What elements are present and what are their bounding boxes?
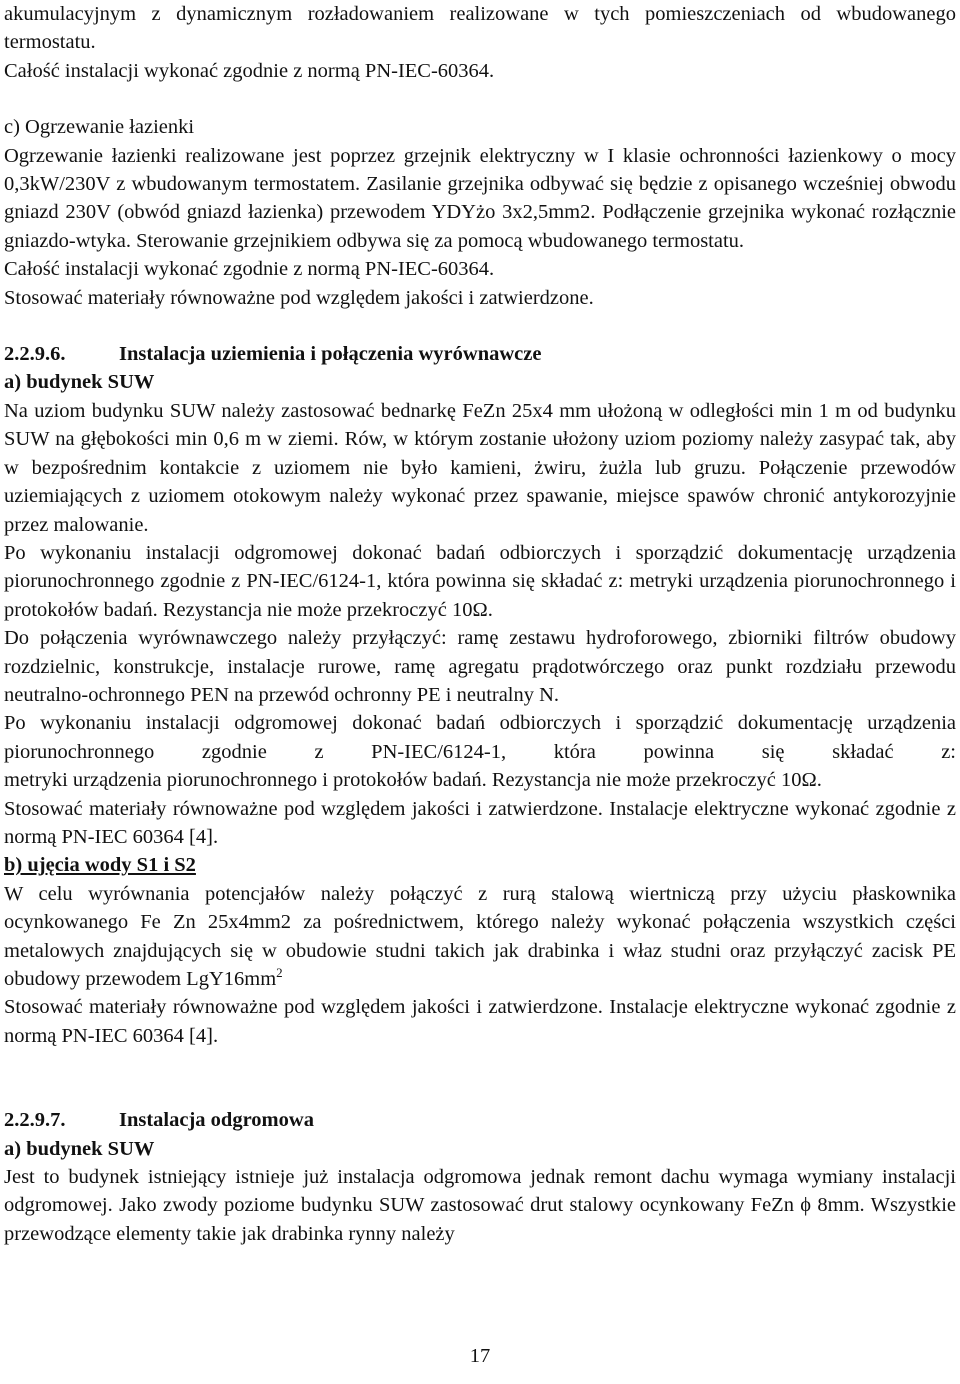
subsection-heading-water-intakes	[4, 851, 956, 879]
bathroom-heating-heading: c) Ogrzewanie łazienki	[4, 116, 195, 139]
section-title: Instalacja uziemienia i połączenia wyrównawcze	[119, 343, 542, 366]
superscript-squared: 2	[276, 965, 283, 980]
subsection-heading-suw-building-2: a) budynek SUW	[4, 1137, 155, 1160]
document-page	[4, 0, 956, 1248]
subsection-heading-water-intakes-text: b) ujęcia wody S1 i S2	[4, 854, 196, 877]
lightning-protection-paragraph: Jest to budynek istniejący istnieje już instalacja odgromowa jednak remont dachu wymaga wymiany instalacji odgromowej. Jako zwody poziome budynku SUW zastosować drut stalowy ocynkowany FeZn ϕ 8mm. Wszystkie przewodzące elementy takie jak drabinka rynny należy	[4, 1166, 956, 1245]
intro-paragraph: akumulacyjnym z dynamicznym rozładowaniem realizowane w tych pomieszczeniach od wbudowanego termostatu.	[4, 3, 956, 54]
bathroom-heating-paragraph: Ogrzewanie łazienki realizowane jest poprzez grzejnik elektryczny w I klasie ochronności łazienkowy o mocy 0,3kW/230V z wbudowanym termostatem. Zasilanie grzejnika odbywać się będzie z opisanego wcześniej obwodu gniazd 230V (obwód gniazd łazienka) przewodem YDYżo 3x2,5mm2. Podłączenie grzejnika wykonać rozłącznie gniazdo-wtyka. Sterowanie grzejnikiem odbywa się za pomocą wbudowanego termostatu.	[4, 144, 956, 252]
grounding-paragraph: Na uziom budynku SUW należy zastosować bednarkę FeZn 25x4 mm ułożoną w odległości min 1 m od budynku SUW na głębokości min 0,6 m w ziemi. Rów, w którym zostanie ułożony uziom poziomy należy zasypać tak, aby w bezpośrednim kontakcie z uziomem nie było kamieni, żwiru, żużla lub gruzu. Połączenie przewodów uziemiających z uziomem otokowym należy wykonać przez spawanie, miejsce spawów chronić antykorozyjnie przez malowanie.	[4, 399, 956, 536]
section-heading-2296	[4, 340, 956, 368]
lightning-tests-paragraph: Po wykonaniu instalacji odgromowej dokonać badań odbiorczych i sporządzić dokumentację urządzenia piorunochronnego zgodnie z PN-IEC/6124-1, która powinna się składać z: metryki urządzenia piorunochronnego i protokołów badań. Rezystancja nie może przekroczyć 10Ω.	[4, 541, 956, 621]
materials-standard-paragraph-2: Stosować materiały równoważne pod względem jakości i zatwierdzone. Instalacje elektryczne wykonać zgodnie z normą PN-IEC 60364 [4].	[4, 996, 956, 1047]
water-intake-bonding-paragraph	[4, 880, 956, 994]
equipotential-paragraph: Do połączenia wyrównawczego należy przyłączyć: ramę zestawu hydroforowego, zbiorniki filtrów obudowy rozdzielnic, konstrukcje, instalacje rurowe, ramę agregatu prądotwórczego oraz punkt rozdziału przewodu neutralno-ochronnego PEN na przewód ochronny PE i neutralny N.	[4, 627, 956, 706]
materials-standard-paragraph: Stosować materiały równoważne pod względem jakości i zatwierdzone. Instalacje elektryczne wykonać zgodnie z normą PN-IEC 60364 [4].	[4, 797, 956, 848]
lightning-tests-repeat-continuation: metryki urządzenia piorunochronnego i protokołów badań. Rezystancja nie może przekroczyć 10Ω.	[4, 769, 822, 792]
bathroom-materials-note: Stosować materiały równoważne pod względem jakości i zatwierdzone.	[4, 286, 594, 309]
water-intake-bonding-text: W celu wyrównania potencjałów należy połączyć z rurą stalową wiertniczą przy użyciu płaskownika ocynkowanego Fe Zn 25x4mm2 za pośrednictwem, którego należy wykonać połączenia wszystkich części metalowych znajdujących się w obudowie studni takich jak drabinka i właz studni oraz przyłączyć zacisk PE obudowy przewodem LgY16mm	[4, 882, 956, 990]
page-number: 17	[469, 1345, 491, 1367]
section-title: Instalacja odgromowa	[119, 1109, 314, 1132]
section-number: 2.2.9.7.	[4, 1109, 66, 1132]
subsection-heading-suw-building: a) budynek SUW	[4, 371, 155, 394]
lightning-tests-repeat-paragraph: Po wykonaniu instalacji odgromowej dokonać badań odbiorczych i sporządzić dokumentację urządzenia piorunochronnego zgodnie z PN-IEC/6124-1, która powinna się składać z:	[4, 712, 956, 763]
intro-standard-note: Całość instalacji wykonać zgodnie z normą PN-IEC-60364.	[4, 59, 495, 82]
section-number: 2.2.9.6.	[4, 343, 66, 366]
bathroom-standard-note: Całość instalacji wykonać zgodnie z normą PN-IEC-60364.	[4, 258, 495, 281]
section-heading-2297	[4, 1106, 956, 1134]
